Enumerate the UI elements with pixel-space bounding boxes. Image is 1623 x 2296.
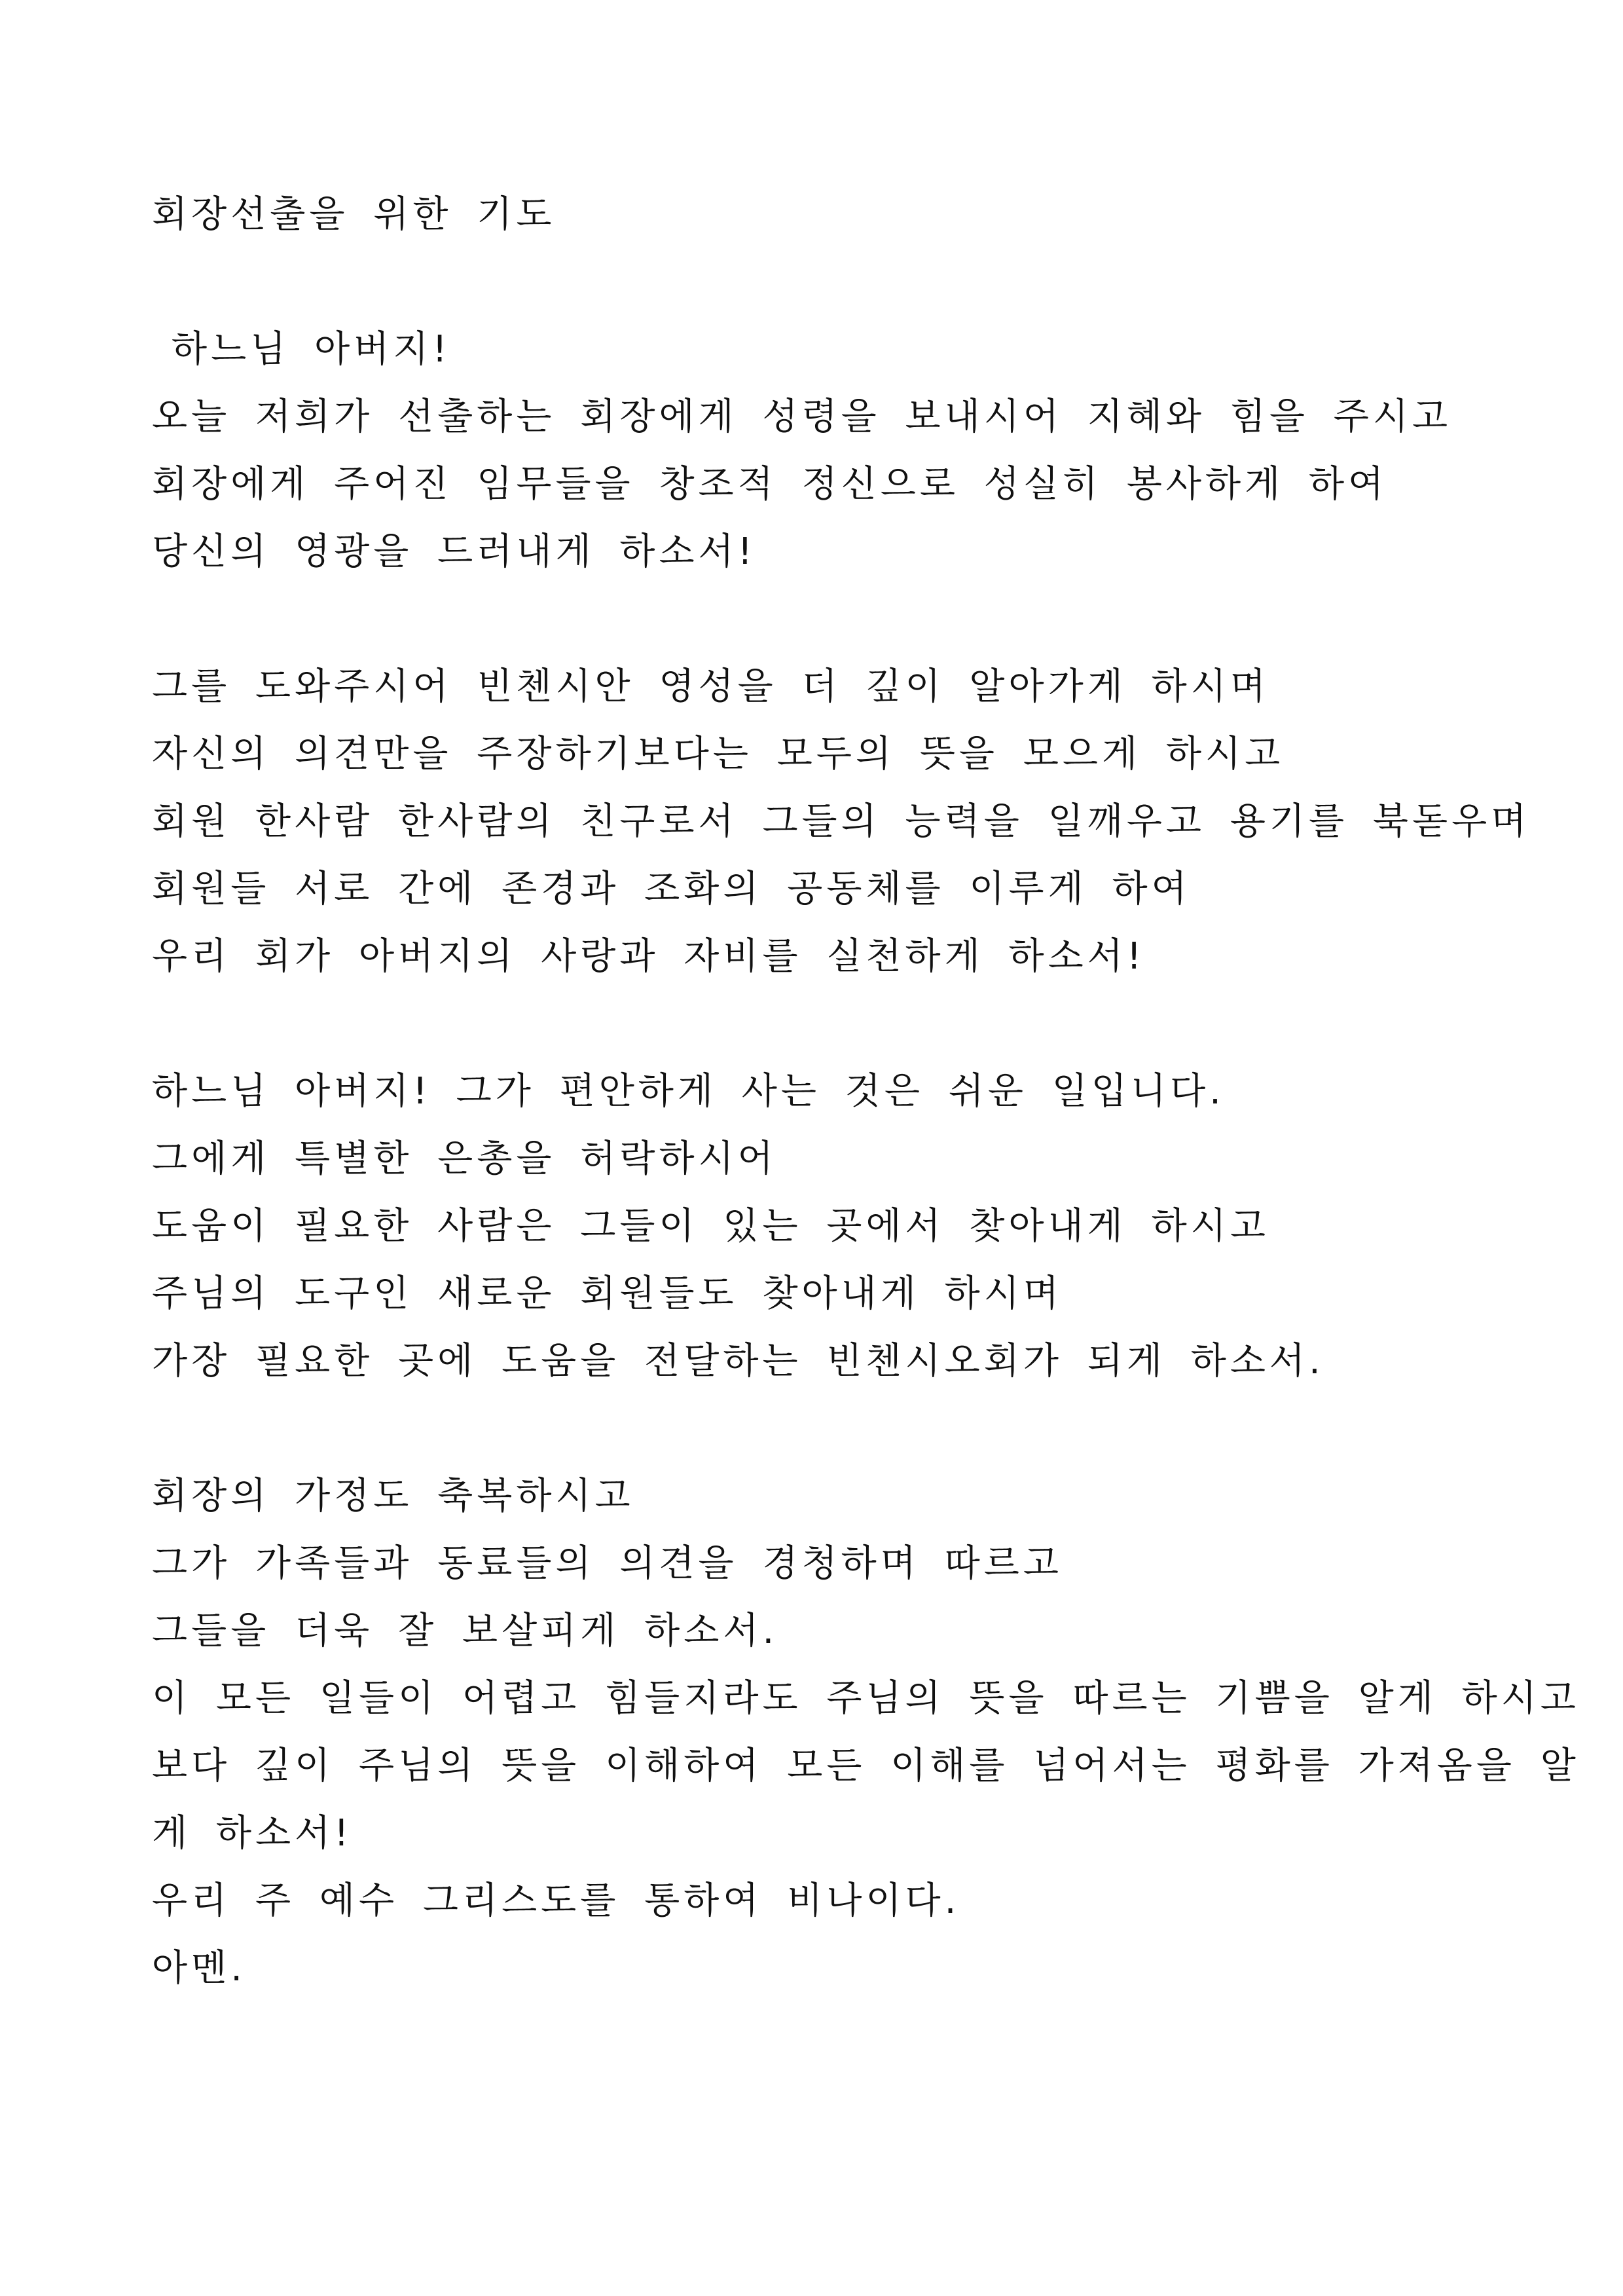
text-line: 하느님 아버지!	[172, 328, 451, 371]
text-line: 하느님 아버지! 그가 편안하게 사는 것은 쉬운 일입니다.	[152, 1070, 1225, 1113]
text-line: 그에게 특별한 은총을 허락하시어	[152, 1138, 777, 1180]
text-line: 회원 한사람 한사람의 친구로서 그들의 능력을 일깨우고 용기를 북돋우며	[152, 800, 1531, 843]
text-line: 이 모든 일들이 어렵고 힘들지라도 주님의 뜻을 따르는 기쁨을 알게 하시고	[152, 1677, 1580, 1720]
text-line: 우리 회가 아버지의 사랑과 자비를 실천하게 하소서!	[152, 935, 1146, 978]
text-line: 그가 가족들과 동료들의 의견을 경청하며 따르고	[152, 1542, 1063, 1585]
text-line: 가장 필요한 곳에 도움을 전달하는 빈첸시오회가 되게 하소서.	[152, 1340, 1324, 1382]
text-line: 게 하소서!	[152, 1812, 353, 1855]
text-line: 그들을 더욱 잘 보살피게 하소서.	[152, 1610, 778, 1652]
document-title: 회장선출을 위한 기도	[152, 193, 556, 236]
text-line: 우리 주 예수 그리스도를 통하여 비나이다.	[152, 1879, 960, 1922]
text-line: 아멘.	[152, 1947, 246, 1990]
blank-line	[152, 248, 1494, 316]
prayer-document	[152, 181, 1580, 2002]
text-line: 회장에게 주어진 임무들을 창조적 정신으로 성실히 봉사하게 하여	[152, 463, 1388, 506]
blank-line	[152, 990, 1494, 1058]
text-line: 회원들 서로 간에 존경과 조화의 공동체를 이루게 하여	[152, 868, 1191, 910]
text-line: 당신의 영광을 드러내게 하소서!	[152, 530, 757, 573]
blank-line	[152, 585, 1494, 653]
text-line: 자신의 의견만을 주장하기보다는 모두의 뜻을 모으게 하시고	[152, 733, 1285, 775]
blank-line	[152, 1395, 1494, 1462]
text-line: 회장의 가정도 축복하시고	[152, 1475, 634, 1517]
text-line: 주님의 도구인 새로운 회원들도 찾아내게 하시며	[152, 1272, 1063, 1315]
text-line: 보다 깊이 주님의 뜻을 이해하여 모든 이해를 넘어서는 평화를 가져옴을 알	[152, 1745, 1580, 1787]
text-line: 도움이 필요한 사람은 그들이 있는 곳에서 찾아내게 하시고	[152, 1205, 1269, 1248]
text-line: 그를 도와주시어 빈첸시안 영성을 더 깊이 알아가게 하시며	[152, 665, 1269, 708]
text-line: 오늘 저희가 선출하는 회장에게 성령을 보내시어 지혜와 힘을 주시고	[152, 396, 1452, 438]
